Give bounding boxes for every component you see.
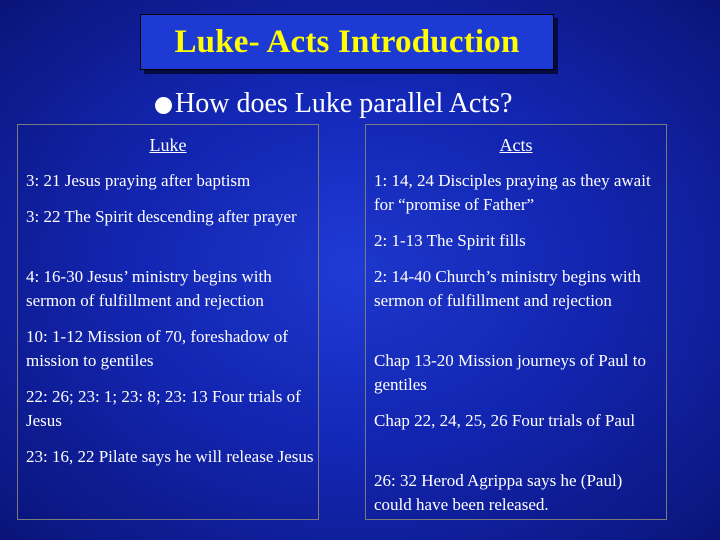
acts-item: 2: 1-13 The Spirit fills [374,231,526,250]
bullet-dot-icon [155,97,172,114]
acts-item: Chap 13-20 Mission journeys of Paul to gentiles [374,351,646,394]
luke-item: 4: 16-30 Jesus’ ministry begins with sermon of fulfillment and rejection [26,267,272,310]
acts-item: 1: 14, 24 Disciples praying as they await for “promise of Father” [374,171,651,214]
luke-column [17,124,319,520]
luke-item: 10: 1-12 Mission of 70, foreshadow of mission to gentiles [26,327,289,370]
acts-item: Chap 22, 24, 25, 26 Four trials of Paul [374,411,636,430]
title-box [140,14,554,70]
luke-item: 3: 21 Jesus praying after baptism [26,171,251,190]
luke-item: 22: 26; 23: 1; 23: 8; 23: 13 Four trials of Jesus [26,387,301,430]
acts-column [365,124,667,520]
acts-item: 26: 32 Herod Agrippa says he (Paul) could have been released. [374,471,623,514]
slide-title: Luke- Acts Introduction [174,23,520,60]
bullet-text: How does Luke parallel Acts? [175,88,513,119]
luke-item: 23: 16, 22 Pilate says he will release Jesus [26,447,314,466]
bullet-point [155,86,512,122]
luke-item: 3: 22 The Spirit descending after prayer [26,207,297,226]
luke-heading: Luke [149,135,187,155]
acts-heading: Acts [499,135,533,155]
acts-item: 2: 14-40 Church’s ministry begins with sermon of fulfillment and rejection [374,267,641,310]
